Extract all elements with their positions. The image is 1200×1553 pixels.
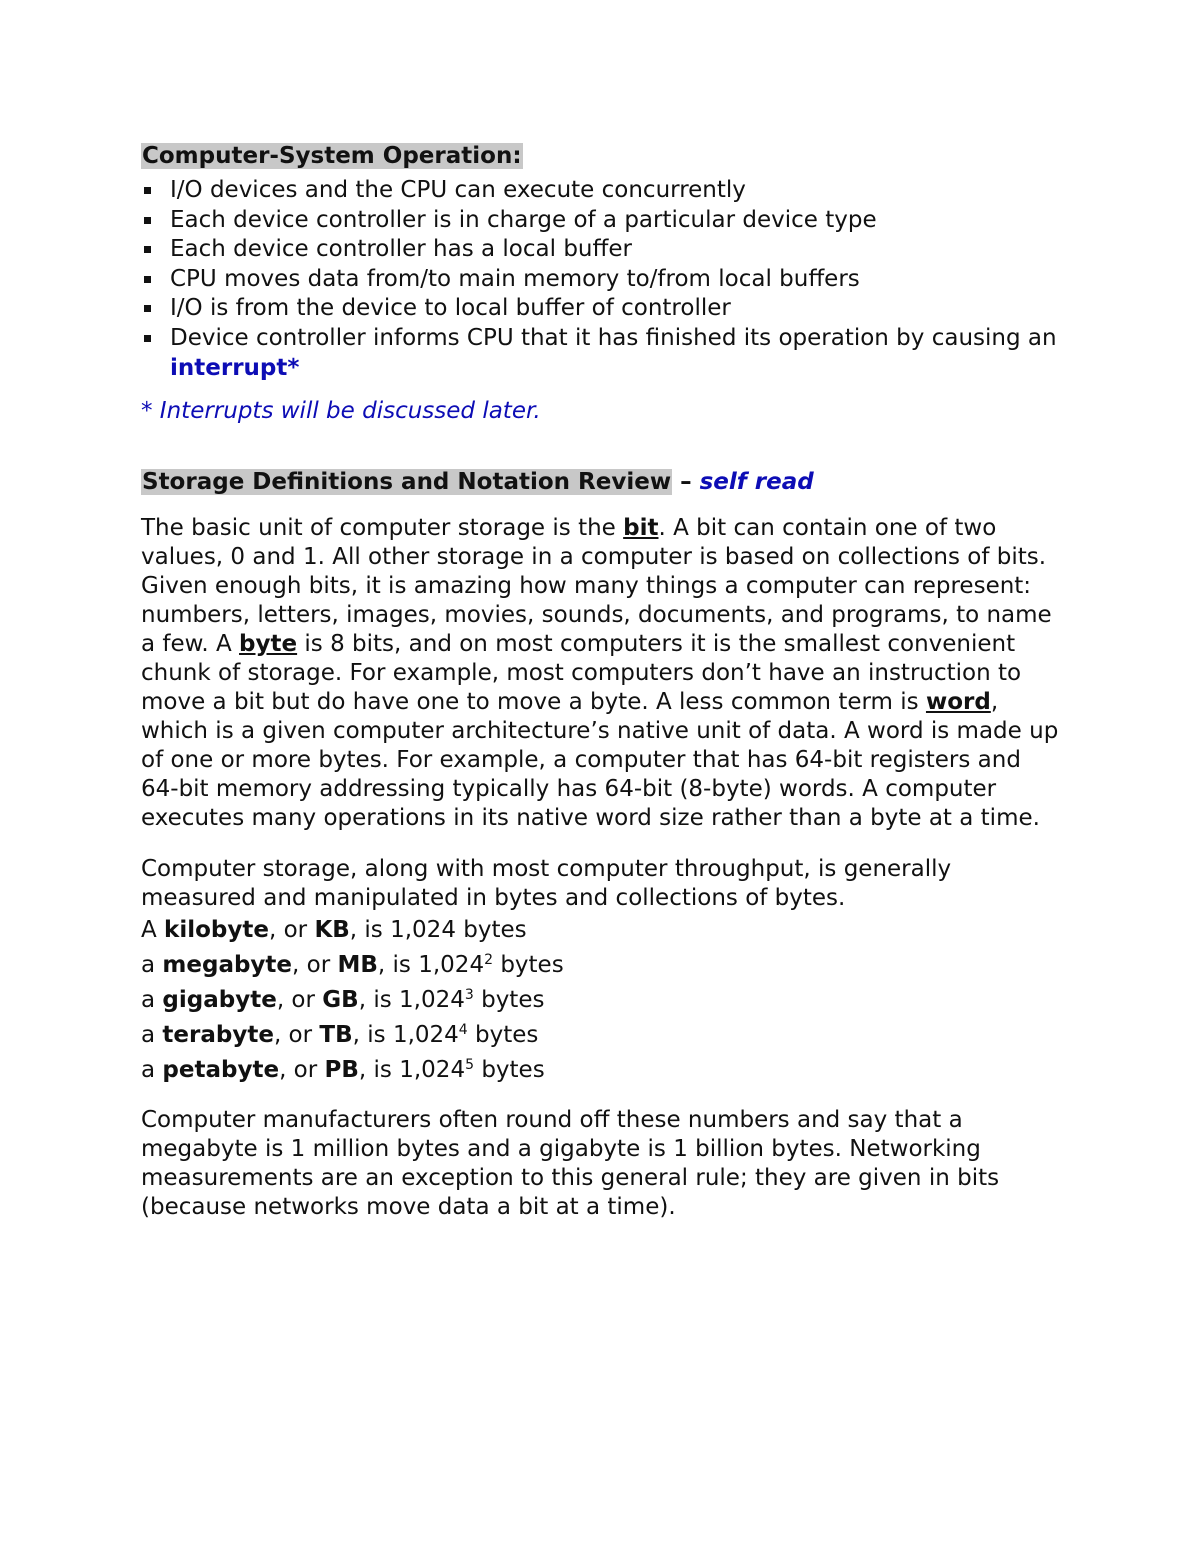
unit-line-kilobyte: A kilobyte, or KB, is 1,024 bytes: [141, 917, 527, 944]
unit-line-petabyte: a petabyte, or PB, is 1,024$^5$ bytes: [141, 1057, 545, 1084]
unit-line-terabyte: a terabyte, or TB, is 1,024$^4$ bytes: [141, 1022, 539, 1049]
unit-line-megabyte: a megabyte, or MB, is 1,024$^2$ bytes: [141, 952, 564, 979]
section-heading-storage-definitions: Storage Definitions and Notation Review – self read: [142, 469, 814, 496]
square-bullet-icon: [144, 187, 151, 194]
storage-paragraph-networking: Computer manufacturers often round off these numbers and say that a megabyte is 1 million bytes and a gigabyte is 1 billion bytes. Networking measurements are an exception to this general rule; they are given in bits (because networks move data a bit at a time).: [141, 1107, 1000, 1221]
list-item: Each device controller is in charge of a particular device type: [141, 206, 1061, 236]
document-page: [141, 140, 1061, 1222]
storage-paragraph-bytes: Computer storage, along with most computer throughput, is generally measured and manipulated in bytes and collections of bytes.: [141, 856, 952, 912]
list-item: CPU moves data from/to main memory to/from local buffers: [141, 265, 1061, 295]
interrupts-note: * Interrupts will be discussed later.: [141, 398, 541, 425]
square-bullet-icon: [144, 217, 151, 224]
square-bullet-icon: [144, 276, 151, 283]
storage-paragraph-bits: The basic unit of computer storage is the bit. A bit can contain one of two values, 0 and 1. All other storage in a computer is based on collections of bits. Given enough bits, it is amazing how many things a computer can represent: numbers, letters, images, movies, sounds, documents, and programs, to name a few. A byte is 8 bits, and on most computers it is the smallest convenient chunk of storage. For example, most computers don’t have an instruction to move a bit but do have one to move a byte. A less common term is word, which is a given computer architecture’s native unit of data. A word is made up of one or more bytes. For example, a computer that has 64-bit registers and 64-bit memory addressing typically has 64-bit (8-byte) words. A computer executes many operations in its native word size rather than a byte at a time.: [141, 515, 1059, 832]
interrupt-term: interrupt*: [170, 354, 300, 381]
square-bullet-icon: [144, 305, 151, 312]
list-item: Device controller informs CPU that it has finished its operation by causing an interrupt*: [141, 324, 1061, 383]
square-bullet-icon: [144, 335, 151, 342]
self-read-label: self read: [699, 469, 814, 496]
unit-list: [141, 913, 1061, 1088]
list-item: Each device controller has a local buffer: [141, 235, 1061, 265]
square-bullet-icon: [144, 246, 151, 253]
term-byte: byte: [239, 631, 298, 658]
list-item: I/O is from the device to local buffer of controller: [141, 294, 1061, 324]
section-heading-computer-system-operation: Computer-System Operation:: [142, 143, 522, 169]
unit-line-gigabyte: a gigabyte, or GB, is 1,024$^3$ bytes: [141, 987, 545, 1014]
bullet-list: [141, 176, 1061, 383]
term-word: word: [925, 689, 991, 716]
list-item: I/O devices and the CPU can execute concurrently: [141, 176, 1061, 206]
term-bit: bit: [623, 515, 659, 542]
